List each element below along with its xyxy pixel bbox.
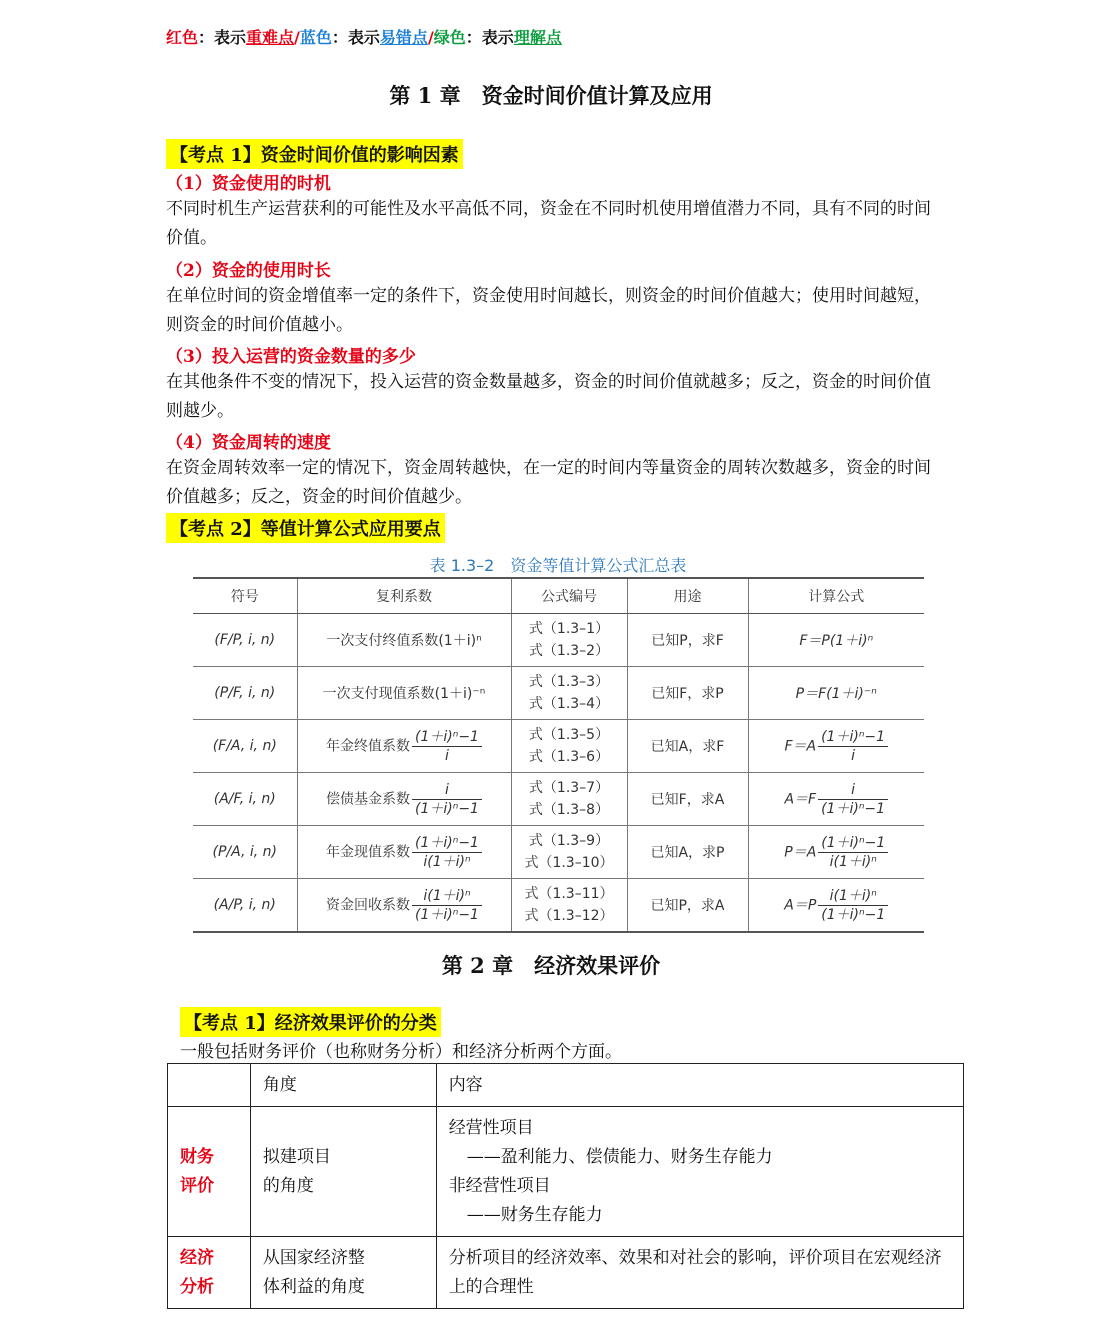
formula-lhs: P＝F <box>795 686 827 702</box>
formula-num: i(1＋i)ⁿ <box>818 887 888 906</box>
evaluation-table-header <box>168 1064 964 1107</box>
coef-den: i(1＋i)ⁿ <box>423 853 471 870</box>
formula-fraction <box>818 887 888 924</box>
coef-den: i <box>445 747 449 764</box>
formula-table-caption: 表 1.3–2 资金等值计算公式汇总表 <box>429 556 687 575</box>
legend-sep: ：表示 <box>331 28 380 47</box>
formula-lhs: A＝P <box>784 897 817 913</box>
coef-den: (1＋i)ⁿ−1 <box>415 800 479 817</box>
formula-cell <box>748 720 924 773</box>
coef-num: (1＋i)ⁿ−1 <box>412 728 482 747</box>
use-cell: 已知F，求A <box>627 773 748 826</box>
formula-table <box>193 577 924 933</box>
formula-table-header <box>193 578 924 614</box>
angle-line: 拟建项目 <box>262 1146 331 1167</box>
formula-den: (1＋i)ⁿ−1 <box>821 800 886 817</box>
content-line: 经营性项目 <box>448 1117 534 1138</box>
factor-name: 偿债基金系数 <box>326 791 411 807</box>
coef-fraction <box>412 834 482 871</box>
legend-green-label: 绿色 <box>433 28 466 47</box>
row-head-line: 评价 <box>180 1175 214 1196</box>
use-cell: 已知A，求P <box>627 826 748 879</box>
formula-table-row <box>193 614 924 667</box>
symbol-cell: (A/F, i, n) <box>193 773 297 826</box>
formula-cell <box>748 773 924 826</box>
factor-cell <box>297 614 511 667</box>
formula-no: 式（1.3–10） <box>524 855 614 871</box>
legend-blue-label: 蓝色 <box>299 28 332 47</box>
coef-fraction <box>412 781 482 818</box>
formula-no-cell <box>511 720 627 773</box>
symbol-cell: (A/P, i, n) <box>193 879 297 933</box>
symbol-cell: (F/P, i, n) <box>193 614 297 667</box>
chapter-1-title: 第 1 章 资金时间价值计算及应用 <box>389 83 713 108</box>
row-head-line: 经济 <box>180 1247 214 1268</box>
factor-name: 年金终值系数 <box>326 738 411 754</box>
coef-expr: (1＋i)⁻ⁿ <box>434 686 486 702</box>
angle-line: 体利益的角度 <box>262 1276 365 1297</box>
formula-no: 式（1.3–4） <box>528 696 610 712</box>
formula-table-row <box>193 773 924 826</box>
factor-1-heading: （1）资金使用的时机 <box>166 174 331 194</box>
formula-no-cell <box>511 826 627 879</box>
use-cell: 已知P，求F <box>627 614 748 667</box>
kaodian-2-heading: 【考点 2】等值计算公式应用要点 <box>166 513 445 543</box>
ch2-kaodian-1-heading: 【考点 1】经济效果评价的分类 <box>180 1007 441 1037</box>
factor-cell <box>297 879 511 933</box>
legend-blue-desc: 易错点 <box>379 28 428 47</box>
factor-2-heading: （2）资金的使用时长 <box>166 261 331 281</box>
formula-den: i(1＋i)ⁿ <box>829 853 877 870</box>
formula-den: i <box>851 747 856 764</box>
header-use: 用途 <box>627 578 748 614</box>
formula-lhs: F＝A <box>784 738 817 754</box>
legend-red-label: 红色 <box>166 28 199 47</box>
formula-cell <box>748 826 924 879</box>
use-cell: 已知A，求F <box>627 720 748 773</box>
kaodian-1-heading: 【考点 1】资金时间价值的影响因素 <box>166 139 463 169</box>
formula-num: (1＋i)ⁿ−1 <box>818 834 888 853</box>
coef-num: i(1＋i)ⁿ <box>412 887 482 906</box>
formula-table-row <box>193 826 924 879</box>
factor-cell <box>297 667 511 720</box>
evaluation-row-economic <box>168 1237 964 1309</box>
factor-3-heading: （3）投入运营的资金数量的多少 <box>166 347 416 367</box>
formula-no: 式（1.3–8） <box>528 802 610 818</box>
symbol-cell: (P/A, i, n) <box>193 826 297 879</box>
formula-no-cell <box>511 614 627 667</box>
row-content-financial <box>436 1107 963 1237</box>
formula-expr: (1＋i)⁻ⁿ <box>826 686 877 702</box>
formula-expr: (1＋i)ⁿ <box>829 633 874 649</box>
formula-no: 式（1.3–7） <box>528 780 610 796</box>
header-blank <box>168 1064 251 1107</box>
row-head-line: 财务 <box>180 1146 214 1167</box>
formula-no: 式（1.3–9） <box>528 833 610 849</box>
header-symbol: 符号 <box>193 578 297 614</box>
formula-lhs: P＝A <box>784 844 817 860</box>
formula-lhs: F＝P <box>799 633 830 649</box>
formula-no: 式（1.3–5） <box>528 727 610 743</box>
header-formula-no: 公式编号 <box>511 578 627 614</box>
formula-table-row <box>193 667 924 720</box>
formula-no-cell <box>511 879 627 933</box>
formula-cell <box>748 879 924 933</box>
formula-no: 式（1.3–1） <box>528 621 610 637</box>
header-angle: 角度 <box>250 1064 436 1107</box>
formula-cell <box>748 667 924 720</box>
formula-num: i <box>818 781 888 800</box>
content-line: 非经营性项目 <box>448 1175 551 1196</box>
formula-den: (1＋i)ⁿ−1 <box>821 906 886 923</box>
factor-name: 一次支付现值系数 <box>322 686 435 702</box>
row-angle-financial <box>250 1107 436 1237</box>
factor-4-heading: （4）资金周转的速度 <box>166 433 331 453</box>
legend-slash: / <box>294 28 300 47</box>
formula-fraction <box>818 834 888 871</box>
coef-num: i <box>412 781 482 800</box>
factor-2-text: 在单位时间的资金增值率一定的条件下，资金使用时间越长，则资金的时间价值越大；使用时间越短，则资金的时间价值越小。 <box>166 286 931 335</box>
formula-table-row <box>193 879 924 933</box>
factor-cell <box>297 720 511 773</box>
row-head-line: 分析 <box>180 1276 214 1297</box>
use-cell: 已知F，求P <box>627 667 748 720</box>
use-cell: 已知P，求A <box>627 879 748 933</box>
color-legend <box>166 25 562 48</box>
row-content-economic: 分析项目的经济效率、效果和对社会的影响，评价项目在宏观经济上的合理性 <box>436 1237 963 1309</box>
factor-name: 资金回收系数 <box>326 897 411 913</box>
legend-red-desc: 重难点 <box>246 28 295 47</box>
row-head-financial <box>168 1107 251 1237</box>
coef-fraction <box>412 887 482 924</box>
formula-cell <box>748 614 924 667</box>
formula-no: 式（1.3–3） <box>528 674 610 690</box>
formula-lhs: A＝F <box>784 791 817 807</box>
coef-den: (1＋i)ⁿ−1 <box>415 906 479 923</box>
formula-num: (1＋i)ⁿ−1 <box>818 728 888 747</box>
factor-4-text: 在资金周转效率一定的情况下，资金周转越快，在一定的时间内等量资金的周转次数越多，资金的时间价值越多；反之，资金的时间价值越少。 <box>166 458 931 507</box>
symbol-cell: (F/A, i, n) <box>193 720 297 773</box>
factor-cell <box>297 826 511 879</box>
evaluation-table <box>167 1063 964 1309</box>
factor-1-text: 不同时机生产运营获利的可能性及水平高低不同，资金在不同时机使用增值潜力不同，具有不同的时间价值。 <box>166 199 931 248</box>
formula-table-row <box>193 720 924 773</box>
factor-3-text: 在其他条件不变的情况下，投入运营的资金数量越多，资金的时间价值就越多；反之，资金的时间价值则越少。 <box>166 372 931 421</box>
legend-green-desc: 理解点 <box>513 28 562 47</box>
formula-no: 式（1.3–6） <box>528 749 610 765</box>
formula-fraction <box>818 781 888 818</box>
formula-no: 式（1.3–2） <box>528 643 610 659</box>
coef-expr: (1＋i)ⁿ <box>438 633 482 649</box>
factor-name: 年金现值系数 <box>326 844 411 860</box>
row-angle-economic <box>250 1237 436 1309</box>
row-head-economic <box>168 1237 251 1309</box>
header-formula: 计算公式 <box>748 578 924 614</box>
formula-no: 式（1.3–12） <box>524 908 614 924</box>
legend-slash: / <box>427 28 434 47</box>
header-content: 内容 <box>436 1064 963 1107</box>
formula-no-cell <box>511 667 627 720</box>
ch2-intro-text: 一般包括财务评价（也称财务分析）和经济分析两个方面。 <box>180 1042 622 1062</box>
angle-line: 从国家经济整 <box>262 1247 365 1268</box>
angle-line: 的角度 <box>262 1175 314 1196</box>
coef-fraction <box>412 728 482 765</box>
legend-sep: ：表示 <box>465 28 514 47</box>
coef-num: (1＋i)ⁿ−1 <box>412 834 482 853</box>
factor-cell <box>297 773 511 826</box>
formula-fraction <box>818 728 888 765</box>
evaluation-row-financial <box>168 1107 964 1237</box>
header-factor: 复利系数 <box>297 578 511 614</box>
formula-no: 式（1.3–11） <box>524 886 614 902</box>
formula-no-cell <box>511 773 627 826</box>
factor-name: 一次支付终值系数 <box>326 633 439 649</box>
content-line: ——盈利能力、偿债能力、财务生存能力 <box>466 1146 773 1167</box>
content-line: ——财务生存能力 <box>466 1204 603 1225</box>
chapter-2-title: 第 2 章 经济效果评价 <box>441 953 661 978</box>
legend-sep: ：表示 <box>198 28 247 47</box>
symbol-cell: (P/F, i, n) <box>193 667 297 720</box>
